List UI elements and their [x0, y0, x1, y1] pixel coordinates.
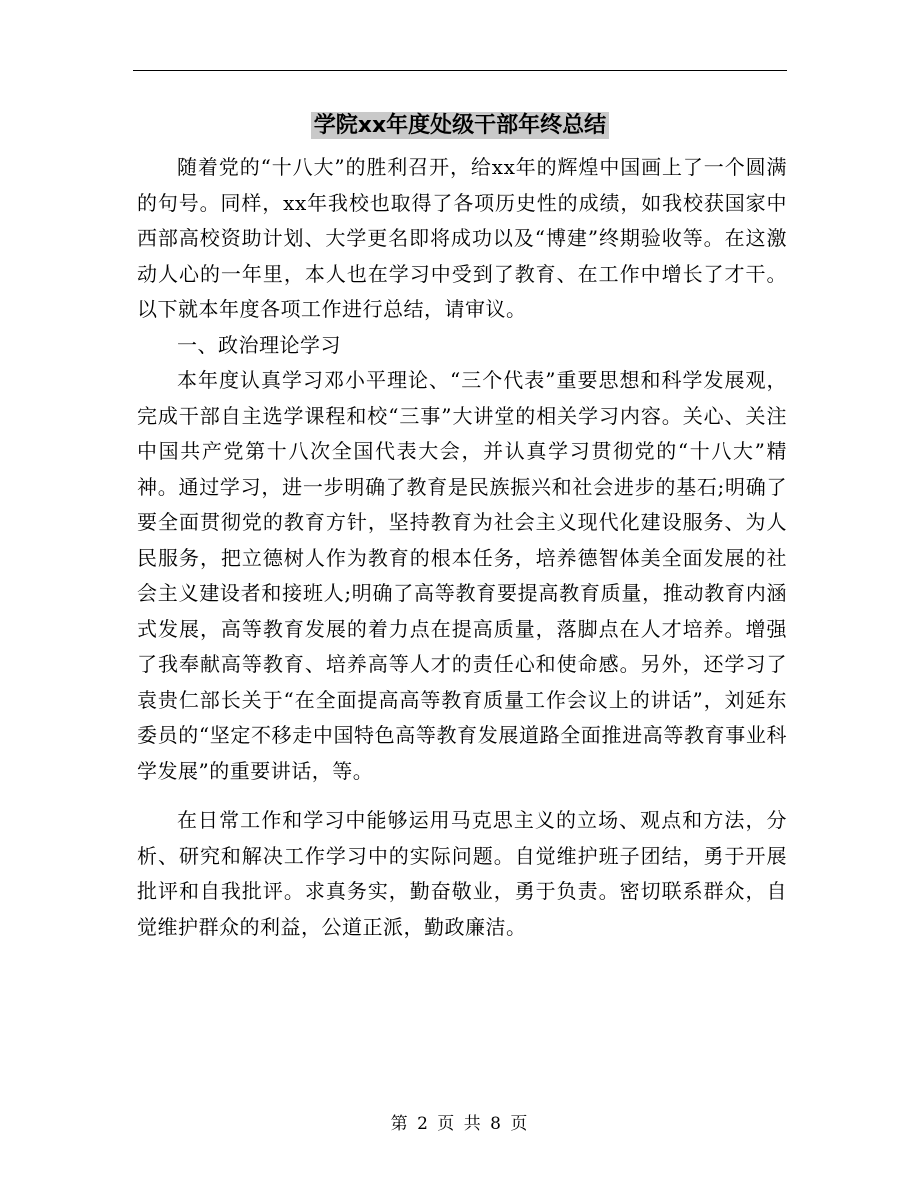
paragraph-daily-work: 在日常工作和学习中能够运用马克思主义的立场、观点和方法，分析、研究和解决工作学习中的实际问题。自觉维护班子团结，勇于开展批评和自我批评。求真务实，勤奋敬业，勇于负责。密切联系群众，自觉维护群众的利益，公道正派，勤政廉洁。 — [137, 808, 787, 939]
document-title — [133, 108, 787, 144]
page-number: 第 2 页 共 8 页 — [390, 1114, 530, 1134]
paragraph-intro: 随着党的“十八大”的胜利召开，给xx年的辉煌中国画上了一个圆满的句号。同样，xx年我校也取得了各项历史性的成绩，如我校获国家中西部高校资助计划、大学更名即将成功以及“博建”终期验收等。在这激动人心的一年里，本人也在学习中受到了教育、在工作中增长了才干。以下就本年度各项工作进行总结，请审议。 — [137, 155, 787, 321]
document-body — [137, 150, 787, 945]
paragraph-study-content: 本年度认真学习邓小平理论、“三个代表”重要思想和科学发展观，完成干部自主选学课程和校“三事”大讲堂的相关学习内容。关心、关注中国共产党第十八次全国代表大会，并认真学习贯彻党的“十八大”精神。通过学习，进一步明确了教育是民族振兴和社会进步的基石;明确了要全面贯彻党的教育方针，坚持教育为社会主义现代化建设服务、为人民服务，把立德树人作为教育的根本任务，培养德智体美全面发展的社会主义建设者和接班人;明确了高等教育要提高教育质量，推动教育内涵式发展，高等教育发展的着力点在提高质量，落脚点在人才培养。增强了我奉献高等教育、培养高等人才的责任心和使命感。另外，还学习了袁贵仁部长关于“在全面提高高等教育质量工作会议上的讲话”，刘延东委员的“坚定不移走中国特色高等教育发展道路全面推进高等教育事业科学发展”的重要讲话，等。 — [137, 368, 787, 783]
header-rule — [133, 70, 787, 71]
title-text: 学院xx年度处级干部年终总结 — [311, 112, 609, 139]
section-heading-political-study: 一、政治理论学习 — [177, 332, 341, 357]
